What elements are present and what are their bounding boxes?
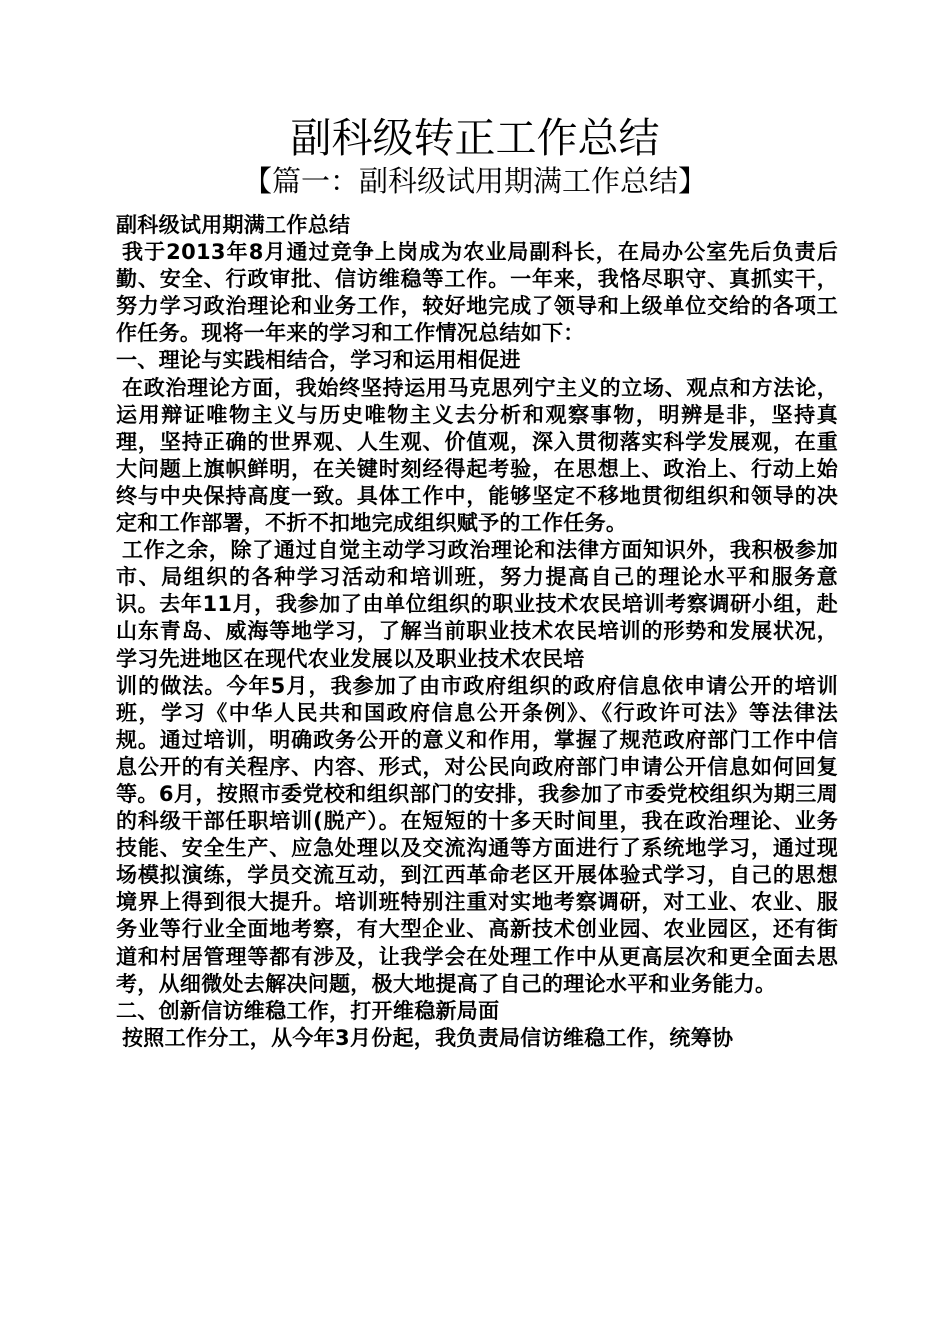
section-title: 副科级试用期满工作总结 bbox=[116, 213, 351, 237]
section-heading: 二、创新信访维稳工作，打开维稳新局面 bbox=[116, 998, 500, 1023]
paragraph: 在政治理论方面，我始终坚持运用马克思列宁主义的立场、观点和方法论，运用辩证唯物主义与历史唯物主义去分析和观察事物，明辨是非，坚持真理，坚持正确的世界观、人生观、价值观，深入贯彻落实科学发展观，在重大问题上旗帜鲜明，在关键时刻经得起考验，在思想上、政治上、行动上始终与中央保持高度一致。具体工作中，能够坚定不移地贯彻组织和领导的决定和工作部署，不折不扣地完成组织赋予的工作任务。 bbox=[116, 375, 838, 536]
paragraph: 训的做法。今年5月，我参加了由市政府组织的政府信息依申请公开的培训班，学习《中华人民共和国政府信息公开条例》、《行政许可法》等法律法规。通过培训，明确政务公开的意义和作用，掌握了规范政府部门工作中信息公开的有关程序、内容、形式，对公民向政府部门申请公开信息如何回复等。6月，按照市委党校和组织部门的安排，我参加了市委党校组织为期三周的科级干部任职培训(脱产）。在短短的十多天时间里，我在政治理论、业务技能、安全生产、应急处理以及交流沟通等方面进行了系统地学习，通过现场模拟演练，学员交流互动，到江西革命老区开展体验式学习，自己的思想境界上得到很大提升。培训班特别注重对实地考察调研，对工业、农业、服务业等行业全面地考察，有大型企业、高新技术创业园、农业园区，还有街道和村居管理等都有涉及，让我学会在处理工作中从更高层次和更全面去思考，从细微处去解决问题，极大地提高了自己的理论水平和业务能力。 bbox=[116, 673, 838, 996]
paragraph: 我于2013年8月通过竞争上岗成为农业局副科长，在局办公室先后负责后勤、安全、行政审批、信访维稳等工作。一年来，我恪尽职守、真抓实干，努力学习政治理论和业务工作，较好地完成了领导和上级单位交给的各项工作任务。现将一年来的学习和工作情况总结如下： bbox=[116, 240, 838, 346]
section-heading: 一、理论与实践相结合，学习和运用相促进 bbox=[116, 348, 521, 373]
paragraph: 工作之余，除了通过自觉主动学习政治理论和法律方面知识外，我积极参加市、局组织的各种学习活动和培训班，努力提高自己的理论水平和服务意识。去年11月，我参加了由单位组织的职业技术农民培训考察调研小组，赴山东青岛、威海等地学习，了解当前职业技术农民培训的形势和发展状况，学习先进地区在现代农业发展以及职业技术农民培 bbox=[116, 538, 838, 671]
document-title: 副科级转正工作总结 bbox=[290, 114, 660, 162]
paragraph: 按照工作分工，从今年3月份起，我负责局信访维稳工作，统筹协 bbox=[122, 1025, 734, 1050]
document-subtitle: 【篇一：副科级试用期满工作总结】 bbox=[242, 164, 707, 198]
document-body bbox=[116, 212, 838, 1052]
